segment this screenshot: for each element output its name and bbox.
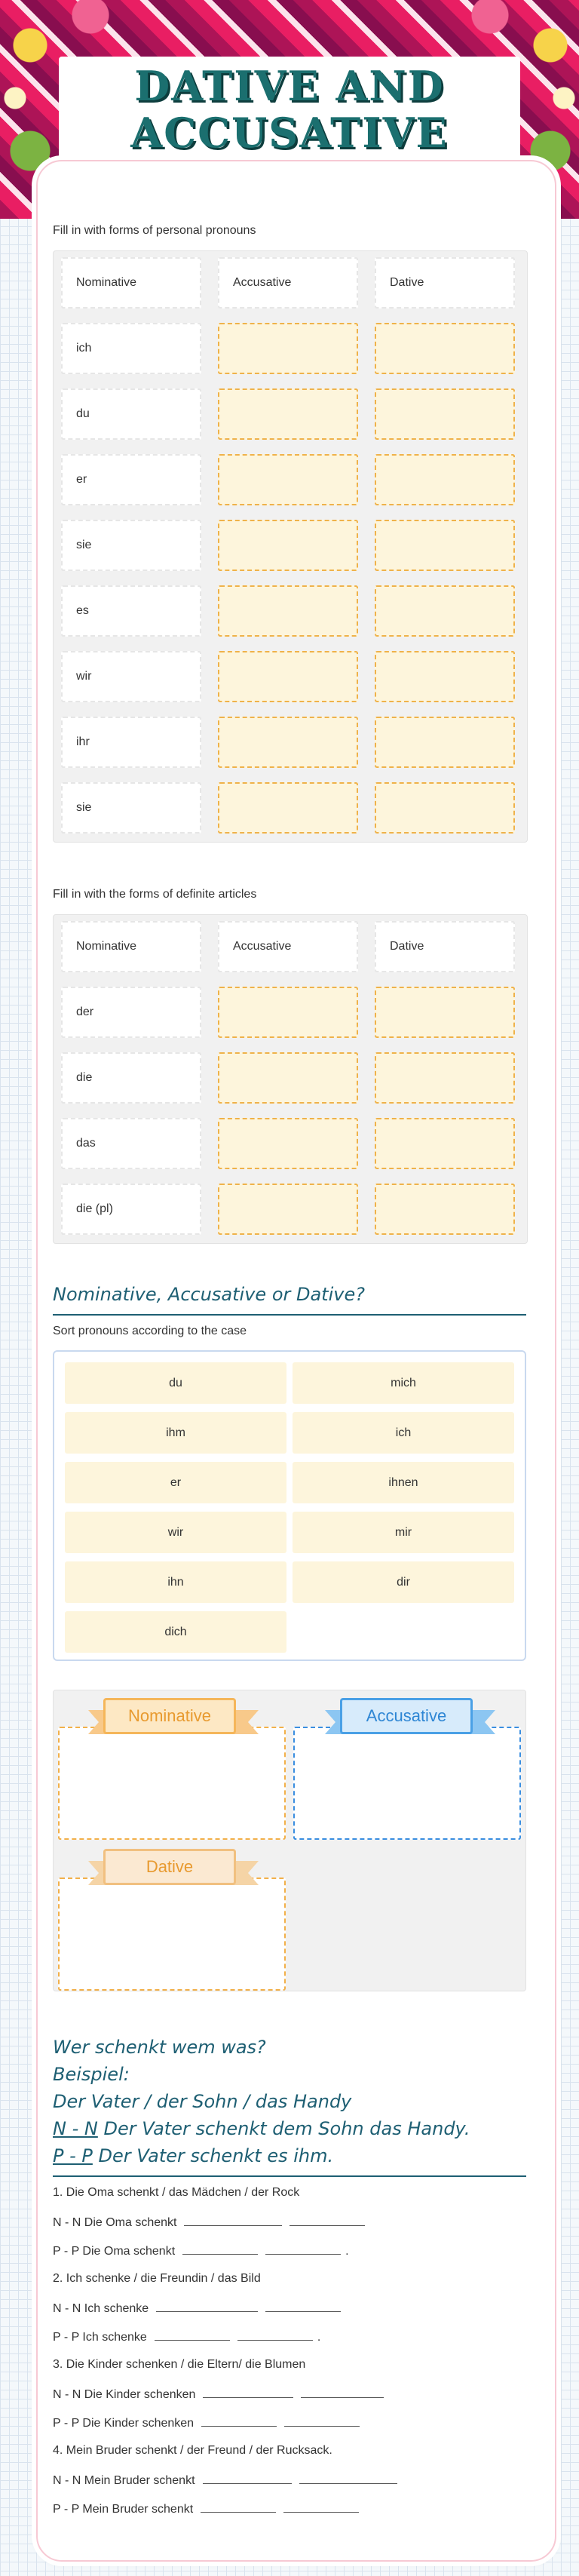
zone-label-dative: Dative — [103, 1849, 236, 1885]
exercise-prompt: 3. Die Kinder schenken / die Eltern/ die Blumen — [53, 2358, 306, 2371]
article-table — [53, 914, 528, 1244]
accusative-input[interactable] — [218, 388, 358, 440]
section4-heading: Wer schenkt wem was? — [53, 2037, 266, 2058]
accusative-input[interactable] — [218, 717, 358, 768]
sentence-end: . — [317, 2331, 321, 2344]
example-nn-line — [53, 2118, 470, 2139]
drop-zone-dative[interactable] — [58, 1878, 286, 1991]
example-nn-tag: N - N — [53, 2118, 98, 2139]
answer-blank[interactable] — [301, 2387, 384, 2398]
row-label: wir — [61, 651, 201, 702]
section1-label: Fill in with forms of personal pronouns — [53, 224, 256, 237]
row-label: sie — [61, 520, 201, 571]
exercise-prompt: 1. Die Oma schenkt / das Mädchen / der Rock — [53, 2186, 300, 2199]
row-label: du — [61, 388, 201, 440]
header-dative: Dative — [375, 257, 515, 309]
row-label: die — [61, 1052, 201, 1104]
exercise-nn-text: N - N Ich schenke — [53, 2302, 149, 2315]
accusative-input[interactable] — [218, 782, 358, 834]
drop-zone-accusative[interactable] — [293, 1727, 521, 1840]
row-label: der — [61, 987, 201, 1038]
answer-blank[interactable] — [201, 2415, 277, 2427]
pronoun-chip[interactable]: wir — [65, 1512, 286, 1553]
exercise-nn-line — [53, 2215, 365, 2230]
accusative-input[interactable] — [218, 1184, 358, 1235]
title-box — [59, 57, 520, 162]
header-nominative: Nominative — [61, 921, 201, 972]
pronoun-chip[interactable]: mich — [293, 1362, 514, 1404]
exercise-nn-text: N - N Die Kinder schenken — [53, 2388, 196, 2401]
accusative-input[interactable] — [218, 323, 358, 374]
accusative-input[interactable] — [218, 1052, 358, 1104]
row-label: das — [61, 1118, 201, 1169]
answer-blank[interactable] — [237, 2329, 313, 2341]
dative-input[interactable] — [375, 987, 515, 1038]
drop-zones-area — [53, 1690, 526, 1991]
exercise-nn-line — [53, 2473, 397, 2488]
row-label: sie — [61, 782, 201, 834]
accusative-input[interactable] — [218, 1118, 358, 1169]
example-nn-sentence: Der Vater schenkt dem Sohn das Handy. — [103, 2118, 470, 2139]
example-pp-tag: P - P — [53, 2145, 93, 2166]
dative-input[interactable] — [375, 520, 515, 571]
pronoun-chip[interactable]: ihm — [65, 1412, 286, 1454]
answer-blank[interactable] — [156, 2301, 258, 2312]
dative-input[interactable] — [375, 323, 515, 374]
answer-blank[interactable] — [155, 2329, 230, 2341]
exercise-prompt: 4. Mein Bruder schenkt / der Freund / der Rucksack. — [53, 2444, 332, 2457]
exercise-pp-line — [53, 2329, 320, 2344]
page-title: DATIVE AND ACCUSATIVE — [130, 62, 449, 157]
row-label: es — [61, 585, 201, 637]
exercise-pp-text: P - P Mein Bruder schenkt — [53, 2503, 194, 2516]
pronoun-chip[interactable]: ihnen — [293, 1462, 514, 1503]
header-accusative: Accusative — [218, 257, 358, 309]
exercise-nn-text: N - N Mein Bruder schenkt — [53, 2474, 195, 2487]
dative-input[interactable] — [375, 388, 515, 440]
dative-input[interactable] — [375, 651, 515, 702]
heading-rule — [53, 2175, 526, 2177]
exercise-pp-line — [53, 2243, 349, 2258]
pronoun-chip[interactable]: er — [65, 1462, 286, 1503]
section3-heading: Nominative, Accusative or Dative? — [53, 1284, 365, 1305]
answer-blank[interactable] — [182, 2243, 258, 2255]
answer-blank[interactable] — [201, 2501, 276, 2513]
pronoun-chip[interactable]: du — [65, 1362, 286, 1404]
dative-input[interactable] — [375, 782, 515, 834]
dative-input[interactable] — [375, 1184, 515, 1235]
pronoun-chip[interactable]: mir — [293, 1512, 514, 1553]
pronoun-chip-pool — [53, 1350, 526, 1661]
answer-blank[interactable] — [299, 2473, 397, 2484]
accusative-input[interactable] — [218, 454, 358, 505]
accusative-input[interactable] — [218, 585, 358, 637]
row-label: er — [61, 454, 201, 505]
sentence-end: . — [345, 2245, 349, 2258]
section3-instruction: Sort pronouns according to the case — [53, 1325, 247, 1337]
row-label: die (pl) — [61, 1184, 201, 1235]
exercise-prompt: 2. Ich schenke / die Freundin / das Bild — [53, 2272, 261, 2285]
dative-input[interactable] — [375, 585, 515, 637]
pronoun-table — [53, 250, 528, 843]
row-label: ich — [61, 323, 201, 374]
answer-blank[interactable] — [184, 2215, 282, 2226]
exercise-nn-line — [53, 2301, 341, 2316]
dative-input[interactable] — [375, 454, 515, 505]
header-accusative: Accusative — [218, 921, 358, 972]
exercise-pp-line — [53, 2501, 359, 2516]
answer-blank[interactable] — [290, 2215, 365, 2226]
pronoun-chip[interactable]: ich — [293, 1412, 514, 1454]
accusative-input[interactable] — [218, 520, 358, 571]
zone-label-nominative: Nominative — [103, 1698, 236, 1734]
example-label: Beispiel: — [53, 2064, 130, 2085]
pronoun-chip[interactable]: ihn — [65, 1561, 286, 1603]
pronoun-chip[interactable]: dir — [293, 1561, 514, 1603]
answer-blank[interactable] — [203, 2473, 292, 2484]
answer-blank[interactable] — [203, 2387, 293, 2398]
dative-input[interactable] — [375, 717, 515, 768]
example-words: Der Vater / der Sohn / das Handy — [53, 2091, 352, 2112]
answer-blank[interactable] — [265, 2243, 341, 2255]
exercise-nn-line — [53, 2387, 384, 2402]
exercise-pp-text: P - P Die Kinder schenken — [53, 2417, 195, 2430]
accusative-input[interactable] — [218, 651, 358, 702]
zone-label-accusative: Accusative — [340, 1698, 473, 1734]
section2-label: Fill in with the forms of definite articles — [53, 888, 257, 901]
answer-blank[interactable] — [265, 2301, 341, 2312]
accusative-input[interactable] — [218, 987, 358, 1038]
exercise-pp-line — [53, 2415, 360, 2430]
example-pp-sentence: Der Vater schenkt es ihm. — [98, 2145, 334, 2166]
example-pp-line — [53, 2145, 333, 2166]
answer-blank[interactable] — [283, 2501, 359, 2513]
exercise-nn-text: N - N Die Oma schenkt — [53, 2216, 177, 2229]
exercise-pp-text: P - P Die Oma schenkt — [53, 2245, 176, 2258]
header-dative: Dative — [375, 921, 515, 972]
dative-input[interactable] — [375, 1118, 515, 1169]
header-nominative: Nominative — [61, 257, 201, 309]
dative-input[interactable] — [375, 1052, 515, 1104]
pronoun-chip[interactable]: dich — [65, 1611, 286, 1653]
heading-rule — [53, 1314, 526, 1316]
exercise-pp-text: P - P Ich schenke — [53, 2331, 147, 2344]
answer-blank[interactable] — [284, 2415, 360, 2427]
row-label: ihr — [61, 717, 201, 768]
drop-zone-nominative[interactable] — [58, 1727, 286, 1840]
